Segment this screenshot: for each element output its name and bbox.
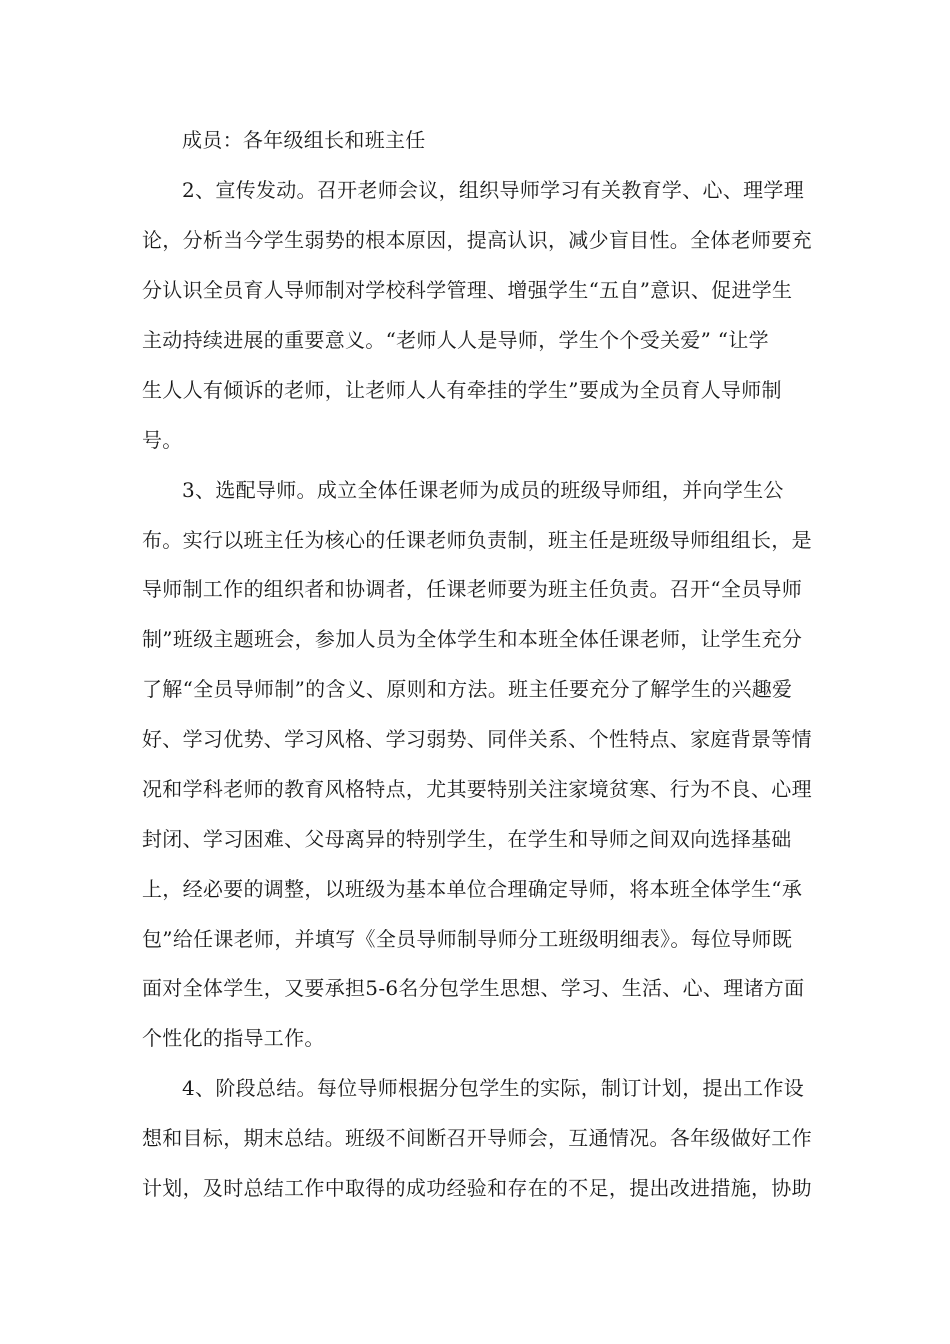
text-line: 3、选配导师。成立全体任课老师为成员的班级导师组，并向学生公 — [182, 478, 784, 502]
text-line: 4、阶段总结。每位导师根据分包学生的实际，制订计划，提出工作设 — [182, 1076, 805, 1100]
text-line: 了解“全员导师制”的含义、原则和方法。班主任要充分了解学生的兴趣爱 — [142, 677, 793, 701]
text-line: 分认识全员育人导师制对学校科学管理、增强学生“五自”意识、促进学生 — [142, 278, 793, 302]
text-line: 生人人有倾诉的老师，让老师人人有牵挂的学生”要成为全员育人导师制 — [142, 378, 782, 402]
text-line: 制”班级主题班会，参加人员为全体学生和本班全体任课老师，让学生充分 — [142, 627, 803, 651]
text-line: 想和目标，期末总结。班级不间断召开导师会，互通情况。各年级做好工作 — [142, 1126, 812, 1150]
text-line: 布。实行以班主任为核心的任课老师负责制，班主任是班级导师组组长，是 — [142, 528, 812, 552]
text-line: 2、宣传发动。召开老师会议，组织导师学习有关教育学、心、理学理 — [182, 178, 805, 202]
text-line: 上，经必要的调整，以班级为基本单位合理确定导师，将本班全体学生“承 — [142, 877, 803, 901]
text-line: 况和学科老师的教育风格特点，尤其要特别关注家境贫寒、行为不良、心理 — [142, 777, 812, 801]
text-line: 计划，及时总结工作中取得的成功经验和存在的不足，提出改进措施，协助 — [142, 1176, 812, 1200]
text-line: 包”给任课老师，并填写《全员导师制导师分工班级明细表》。每位导师既 — [142, 927, 793, 951]
text-line: 好、学习优势、学习风格、学习弱势、同伴关系、个性特点、家庭背景等情 — [142, 727, 812, 751]
text-line: 论，分析当今学生弱势的根本原因，提高认识，减少盲目性。全体老师要充 — [142, 228, 812, 252]
text-line: 个性化的指导工作。 — [142, 1026, 325, 1050]
text-line: 导师制工作的组织者和协调者，任课老师要为班主任负责。召开“全员导师 — [142, 577, 803, 601]
text-line: 主动持续进展的重要意义。“老师人人是导师，学生个个受关爱” “让学 — [142, 328, 769, 352]
text-line: 成员：各年级组长和班主任 — [182, 128, 426, 152]
text-line: 面对全体学生，又要承担5-6名分包学生思想、学习、生活、心、理诸方面 — [142, 976, 805, 1000]
text-line: 号。 — [142, 428, 183, 452]
text-line: 封闭、学习困难、父母离异的特别学生，在学生和导师之间双向选择基础 — [142, 827, 792, 851]
